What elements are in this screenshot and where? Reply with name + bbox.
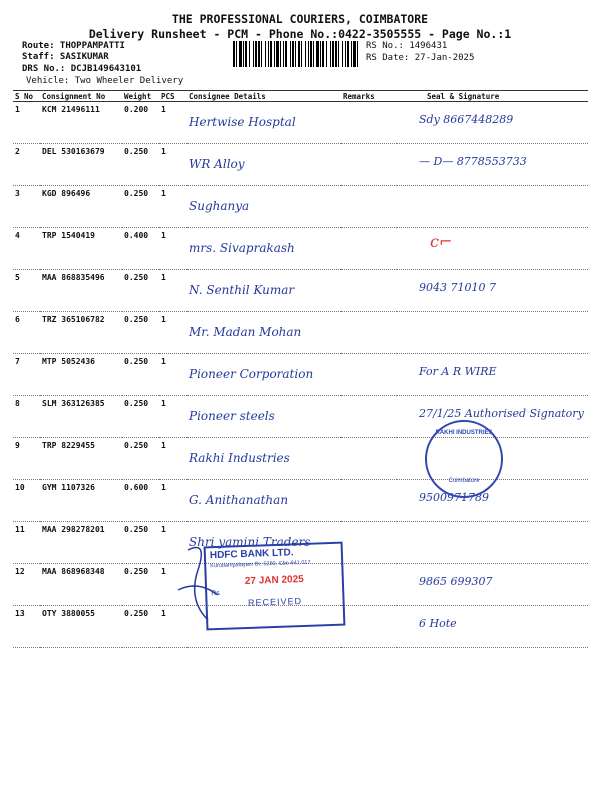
- row-pcs: 1: [159, 396, 187, 438]
- col-signature: Seal & Signature: [397, 91, 588, 102]
- consignee-handwriting: Rakhi Industries: [189, 451, 290, 465]
- row-pcs: 1: [159, 606, 187, 648]
- row-weight: 0.250: [122, 606, 159, 648]
- table-row: [13, 396, 588, 438]
- row-signature: [397, 270, 588, 312]
- row-consignee: [187, 144, 341, 186]
- table-row: [13, 144, 588, 186]
- row-weight: 0.250: [122, 354, 159, 396]
- row-weight: 0.250: [122, 270, 159, 312]
- table-row: [13, 480, 588, 522]
- row-remarks: [341, 396, 397, 438]
- row-consignment-no: OTY 3880055: [40, 606, 122, 648]
- company-seal: [425, 420, 503, 498]
- barcode: [233, 41, 359, 67]
- row-consignee: [187, 270, 341, 312]
- row-consignment-no: TRP 1540419: [40, 228, 122, 270]
- route-label: Route: THOPPAMPATTI: [22, 41, 125, 51]
- col-consignment: Consignment No: [40, 91, 122, 102]
- row-weight: 0.250: [122, 312, 159, 354]
- row-signature: [397, 312, 588, 354]
- row-sno: 2: [13, 144, 40, 186]
- col-weight: Weight: [122, 91, 159, 102]
- row-signature: [397, 564, 588, 606]
- signature-scrawl: [168, 540, 228, 630]
- signature-handwriting: — D— 8778553733: [419, 155, 527, 168]
- signature-handwriting: For A R WIRE: [419, 365, 497, 378]
- bank-received: RECEIVED: [247, 596, 303, 608]
- row-weight: 0.250: [122, 564, 159, 606]
- signature-handwriting: 6 Hote: [419, 617, 457, 630]
- row-remarks: [341, 606, 397, 648]
- table-row: [13, 102, 588, 144]
- row-sno: 10: [13, 480, 40, 522]
- consignee-handwriting: Pioneer steels: [189, 409, 275, 423]
- row-remarks: [341, 480, 397, 522]
- row-consignment-no: SLM 363126385: [40, 396, 122, 438]
- row-sno: 4: [13, 228, 40, 270]
- row-sno: 7: [13, 354, 40, 396]
- row-remarks: [341, 438, 397, 480]
- rs-date: RS Date: 27-Jan-2025: [366, 53, 475, 63]
- row-consignment-no: TRZ 365106782: [40, 312, 122, 354]
- row-remarks: [341, 186, 397, 228]
- row-consignee: [187, 354, 341, 396]
- row-consignment-no: KGD 896496: [40, 186, 122, 228]
- row-remarks: [341, 270, 397, 312]
- bank-branch: Kurudampalayam Br.-5280, Cbe-641 017: [210, 559, 311, 570]
- row-pcs: 1: [159, 228, 187, 270]
- row-weight: 0.250: [122, 144, 159, 186]
- row-consignee: [187, 186, 341, 228]
- consignee-handwriting: N. Senthil Kumar: [189, 283, 295, 297]
- row-signature: [397, 354, 588, 396]
- row-pcs: 1: [159, 438, 187, 480]
- row-sno: 3: [13, 186, 40, 228]
- row-consignment-no: MAA 868835496: [40, 270, 122, 312]
- row-consignee: [187, 102, 341, 144]
- seal-city: Coimbatore: [448, 478, 480, 484]
- row-pcs: 1: [159, 564, 187, 606]
- row-consignee: [187, 480, 341, 522]
- row-remarks: [341, 144, 397, 186]
- row-signature: [397, 480, 588, 522]
- row-consignment-no: KCM 21496111: [40, 102, 122, 144]
- row-signature: [397, 144, 588, 186]
- row-pcs: 1: [159, 522, 187, 564]
- bank-name: HDFC BANK LTD.: [209, 547, 294, 562]
- red-mark: c⌐: [430, 232, 453, 251]
- row-weight: 0.250: [122, 522, 159, 564]
- row-pcs: 1: [159, 480, 187, 522]
- vehicle-label: Vehicle: Two Wheeler Delivery: [26, 76, 184, 86]
- row-consignment-no: MAA 868968348: [40, 564, 122, 606]
- consignee-handwriting: Pioneer Corporation: [189, 367, 314, 381]
- rs-number: RS No.: 1496431: [366, 41, 448, 51]
- row-consignment-no: MTP 5052436: [40, 354, 122, 396]
- bank-rs: Rs: [211, 589, 220, 598]
- row-remarks: [341, 522, 397, 564]
- table-header: [13, 91, 588, 102]
- table-row: [13, 186, 588, 228]
- row-consignee: [187, 228, 341, 270]
- row-sno: 6: [13, 312, 40, 354]
- row-pcs: 1: [159, 312, 187, 354]
- row-remarks: [341, 102, 397, 144]
- row-remarks: [341, 354, 397, 396]
- row-pcs: 1: [159, 186, 187, 228]
- signature-handwriting: Sdy 8667448289: [419, 113, 514, 126]
- consignee-handwriting: G. Anithanathan: [189, 493, 289, 507]
- col-sno: S No: [13, 91, 40, 102]
- row-sno: 12: [13, 564, 40, 606]
- row-remarks: [341, 228, 397, 270]
- row-sno: 11: [13, 522, 40, 564]
- row-sno: 1: [13, 102, 40, 144]
- table-row: [13, 270, 588, 312]
- row-weight: 0.400: [122, 228, 159, 270]
- row-weight: 0.250: [122, 186, 159, 228]
- row-consignee: [187, 396, 341, 438]
- row-sno: 9: [13, 438, 40, 480]
- row-consignee: [187, 312, 341, 354]
- consignee-handwriting: Shri yamini Traders: [189, 535, 311, 549]
- bank-date: 27 JAN 2025: [244, 573, 304, 588]
- row-sno: 8: [13, 396, 40, 438]
- consignee-handwriting: Mr. Madan Mohan: [189, 325, 302, 339]
- row-pcs: 1: [159, 144, 187, 186]
- signature-handwriting: 9500971789: [419, 491, 489, 504]
- drs-number: DRS No.: DCJB149643101: [22, 64, 142, 74]
- row-signature: [397, 522, 588, 564]
- row-signature: [397, 186, 588, 228]
- row-consignment-no: DEL 530163679: [40, 144, 122, 186]
- row-consignee: [187, 438, 341, 480]
- consignee-handwriting: Sughanya: [189, 199, 250, 213]
- row-sno: 13: [13, 606, 40, 648]
- signature-handwriting: 27/1/25 Authorised Signatory: [419, 407, 584, 420]
- row-weight: 0.250: [122, 438, 159, 480]
- row-weight: 0.250: [122, 396, 159, 438]
- row-signature: [397, 228, 588, 270]
- row-pcs: 1: [159, 270, 187, 312]
- row-signature: [397, 606, 588, 648]
- row-pcs: 1: [159, 354, 187, 396]
- table-row: [13, 228, 588, 270]
- row-remarks: [341, 564, 397, 606]
- row-consignment-no: GYM 1107326: [40, 480, 122, 522]
- row-weight: 0.600: [122, 480, 159, 522]
- company-name: THE PROFESSIONAL COURIERS, COIMBATORE: [171, 12, 429, 26]
- row-sno: 5: [13, 270, 40, 312]
- table-row: [13, 312, 588, 354]
- col-pcs: PCS: [159, 91, 187, 102]
- row-consignment-no: TRP 8229455: [40, 438, 122, 480]
- row-weight: 0.200: [122, 102, 159, 144]
- runsheet-subtitle: Delivery Runsheet - PCM - Phone No.:0422-3505555 - Page No.:1: [88, 27, 512, 41]
- signature-handwriting: 9043 71010 7: [419, 281, 496, 294]
- col-remarks: Remarks: [341, 91, 397, 102]
- consignee-handwriting: mrs. Sivaprakash: [189, 241, 295, 255]
- consignee-handwriting: Hertwise Hosptal: [189, 115, 296, 129]
- consignee-handwriting: WR Alloy: [189, 157, 245, 171]
- row-consignment-no: MAA 298278201: [40, 522, 122, 564]
- table-row: [13, 354, 588, 396]
- seal-name: RAKHI INDUSTRIES: [435, 430, 493, 436]
- signature-handwriting: 9865 699307: [419, 575, 493, 588]
- row-remarks: [341, 312, 397, 354]
- staff-label: Staff: SASIKUMAR: [22, 52, 109, 62]
- row-signature: [397, 102, 588, 144]
- col-consignee: Consignee Details: [187, 91, 341, 102]
- row-pcs: 1: [159, 102, 187, 144]
